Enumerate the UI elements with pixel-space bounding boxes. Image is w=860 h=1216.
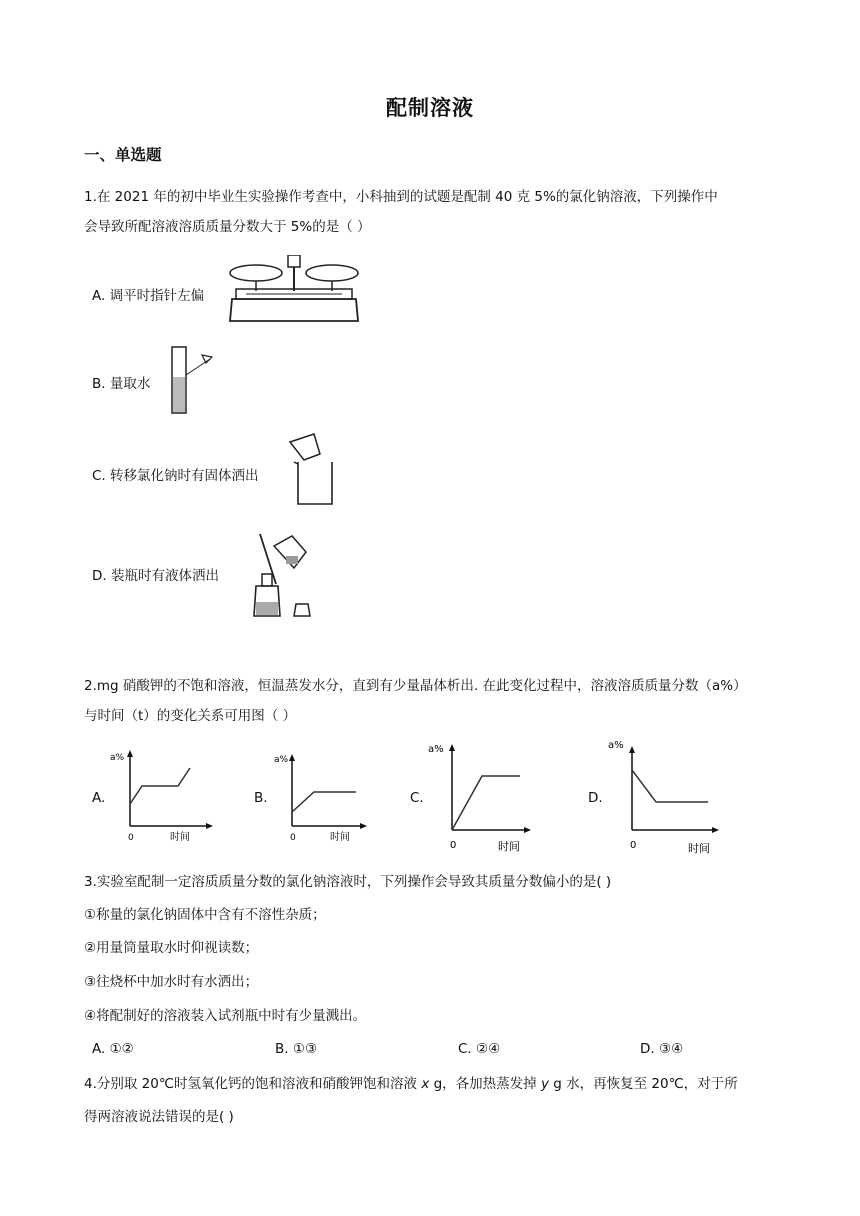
q2-stem-line1: 2.mg 硝酸钾的不饱和溶液，恒温蒸发水分，直到有少量晶体析出. 在此变化过程中，溶液溶质质量分数（a%） — [84, 678, 747, 694]
graph-c-x-label: 时间 — [498, 840, 520, 853]
beaker-pouring-image — [284, 432, 344, 510]
graph-a-y-label: a% — [110, 753, 125, 763]
q3-item-2: ②用量筒量取水时仰视读数； — [84, 940, 259, 956]
graph-d-origin: 0 — [630, 840, 637, 851]
graph-c — [424, 738, 536, 856]
q1-stem-line2: 会导致所配溶液溶质质量分数大于 5%的是（ ） — [84, 219, 371, 235]
graph-d-y-label: a% — [608, 740, 624, 751]
graph-b-y-label: a% — [274, 755, 289, 765]
graph-a-x-label: 时间 — [170, 832, 190, 843]
graph-d — [604, 736, 728, 860]
q3-item-1: ①称量的氯化钠固体中含有不溶性杂质； — [84, 907, 326, 923]
page-title: 配制溶液 — [386, 96, 474, 120]
graph-a-origin: 0 — [128, 833, 134, 843]
q3-option-c: C. ②④ — [458, 1041, 501, 1057]
q4-text-c: g 水，再恢复至 20℃，对于所 — [548, 1076, 738, 1092]
q3-item-3: ③往烧杯中加水时有水洒出； — [84, 974, 259, 990]
q4-text-a: 4.分别取 20℃时氢氧化钙的饱和溶液和硝酸钾饱和溶液 — [84, 1076, 422, 1092]
q3-option-b: B. ①③ — [275, 1041, 318, 1057]
q1-option-c: C. 转移氯化钠时有固体洒出 — [92, 468, 259, 484]
q3-option-a: A. ①② — [92, 1041, 134, 1057]
graph-d-x-label: 时间 — [688, 842, 710, 855]
graph-c-origin: 0 — [450, 840, 457, 851]
q1-option-b: B. 量取水 — [92, 376, 151, 392]
graph-b — [270, 748, 370, 848]
q4-stem-line1 — [84, 1068, 784, 1100]
q2-option-b: B. — [254, 790, 268, 806]
balance-scale-image — [226, 255, 362, 327]
q3-stem: 3.实验室配制一定溶质质量分数的氯化钠溶液时，下列操作会导致其质量分数偏小的是( ) — [84, 874, 612, 890]
q2-stem-line2: 与时间（t）的变化关系可用图（ ） — [84, 708, 297, 724]
q1-option-d: D. 装瓶时有液体洒出 — [92, 568, 219, 584]
q4-text-b: g，各加热蒸发掉 — [429, 1076, 541, 1092]
q4-stem-line2: 得两溶液说法错误的是( ) — [84, 1109, 234, 1125]
q3-option-d: D. ③④ — [640, 1041, 684, 1057]
q1-option-a: A. 调平时指针左偏 — [92, 288, 205, 304]
graph-c-y-label: a% — [428, 744, 444, 755]
q4-var-y: y — [540, 1076, 549, 1092]
graph-b-x-label: 时间 — [330, 832, 350, 843]
graduated-cylinder-image — [166, 345, 218, 417]
q4-var-x: x — [421, 1076, 430, 1092]
graph-a — [106, 746, 216, 846]
q3-item-4: ④将配制好的溶液装入试剂瓶中时有少量溅出。 — [84, 1008, 367, 1024]
q2-option-c: C. — [410, 790, 424, 806]
q1-stem-line1: 1.在 2021 年的初中毕业生实验操作考查中，小科抽到的试题是配制 40 克 5%的氯化钠溶液，下列操作中 — [84, 189, 718, 205]
graph-b-origin: 0 — [290, 833, 296, 843]
bottle-pouring-image — [246, 530, 322, 624]
q2-option-a: A. — [92, 790, 106, 806]
q2-option-d: D. — [588, 790, 603, 806]
section-heading: 一、单选题 — [84, 146, 162, 164]
